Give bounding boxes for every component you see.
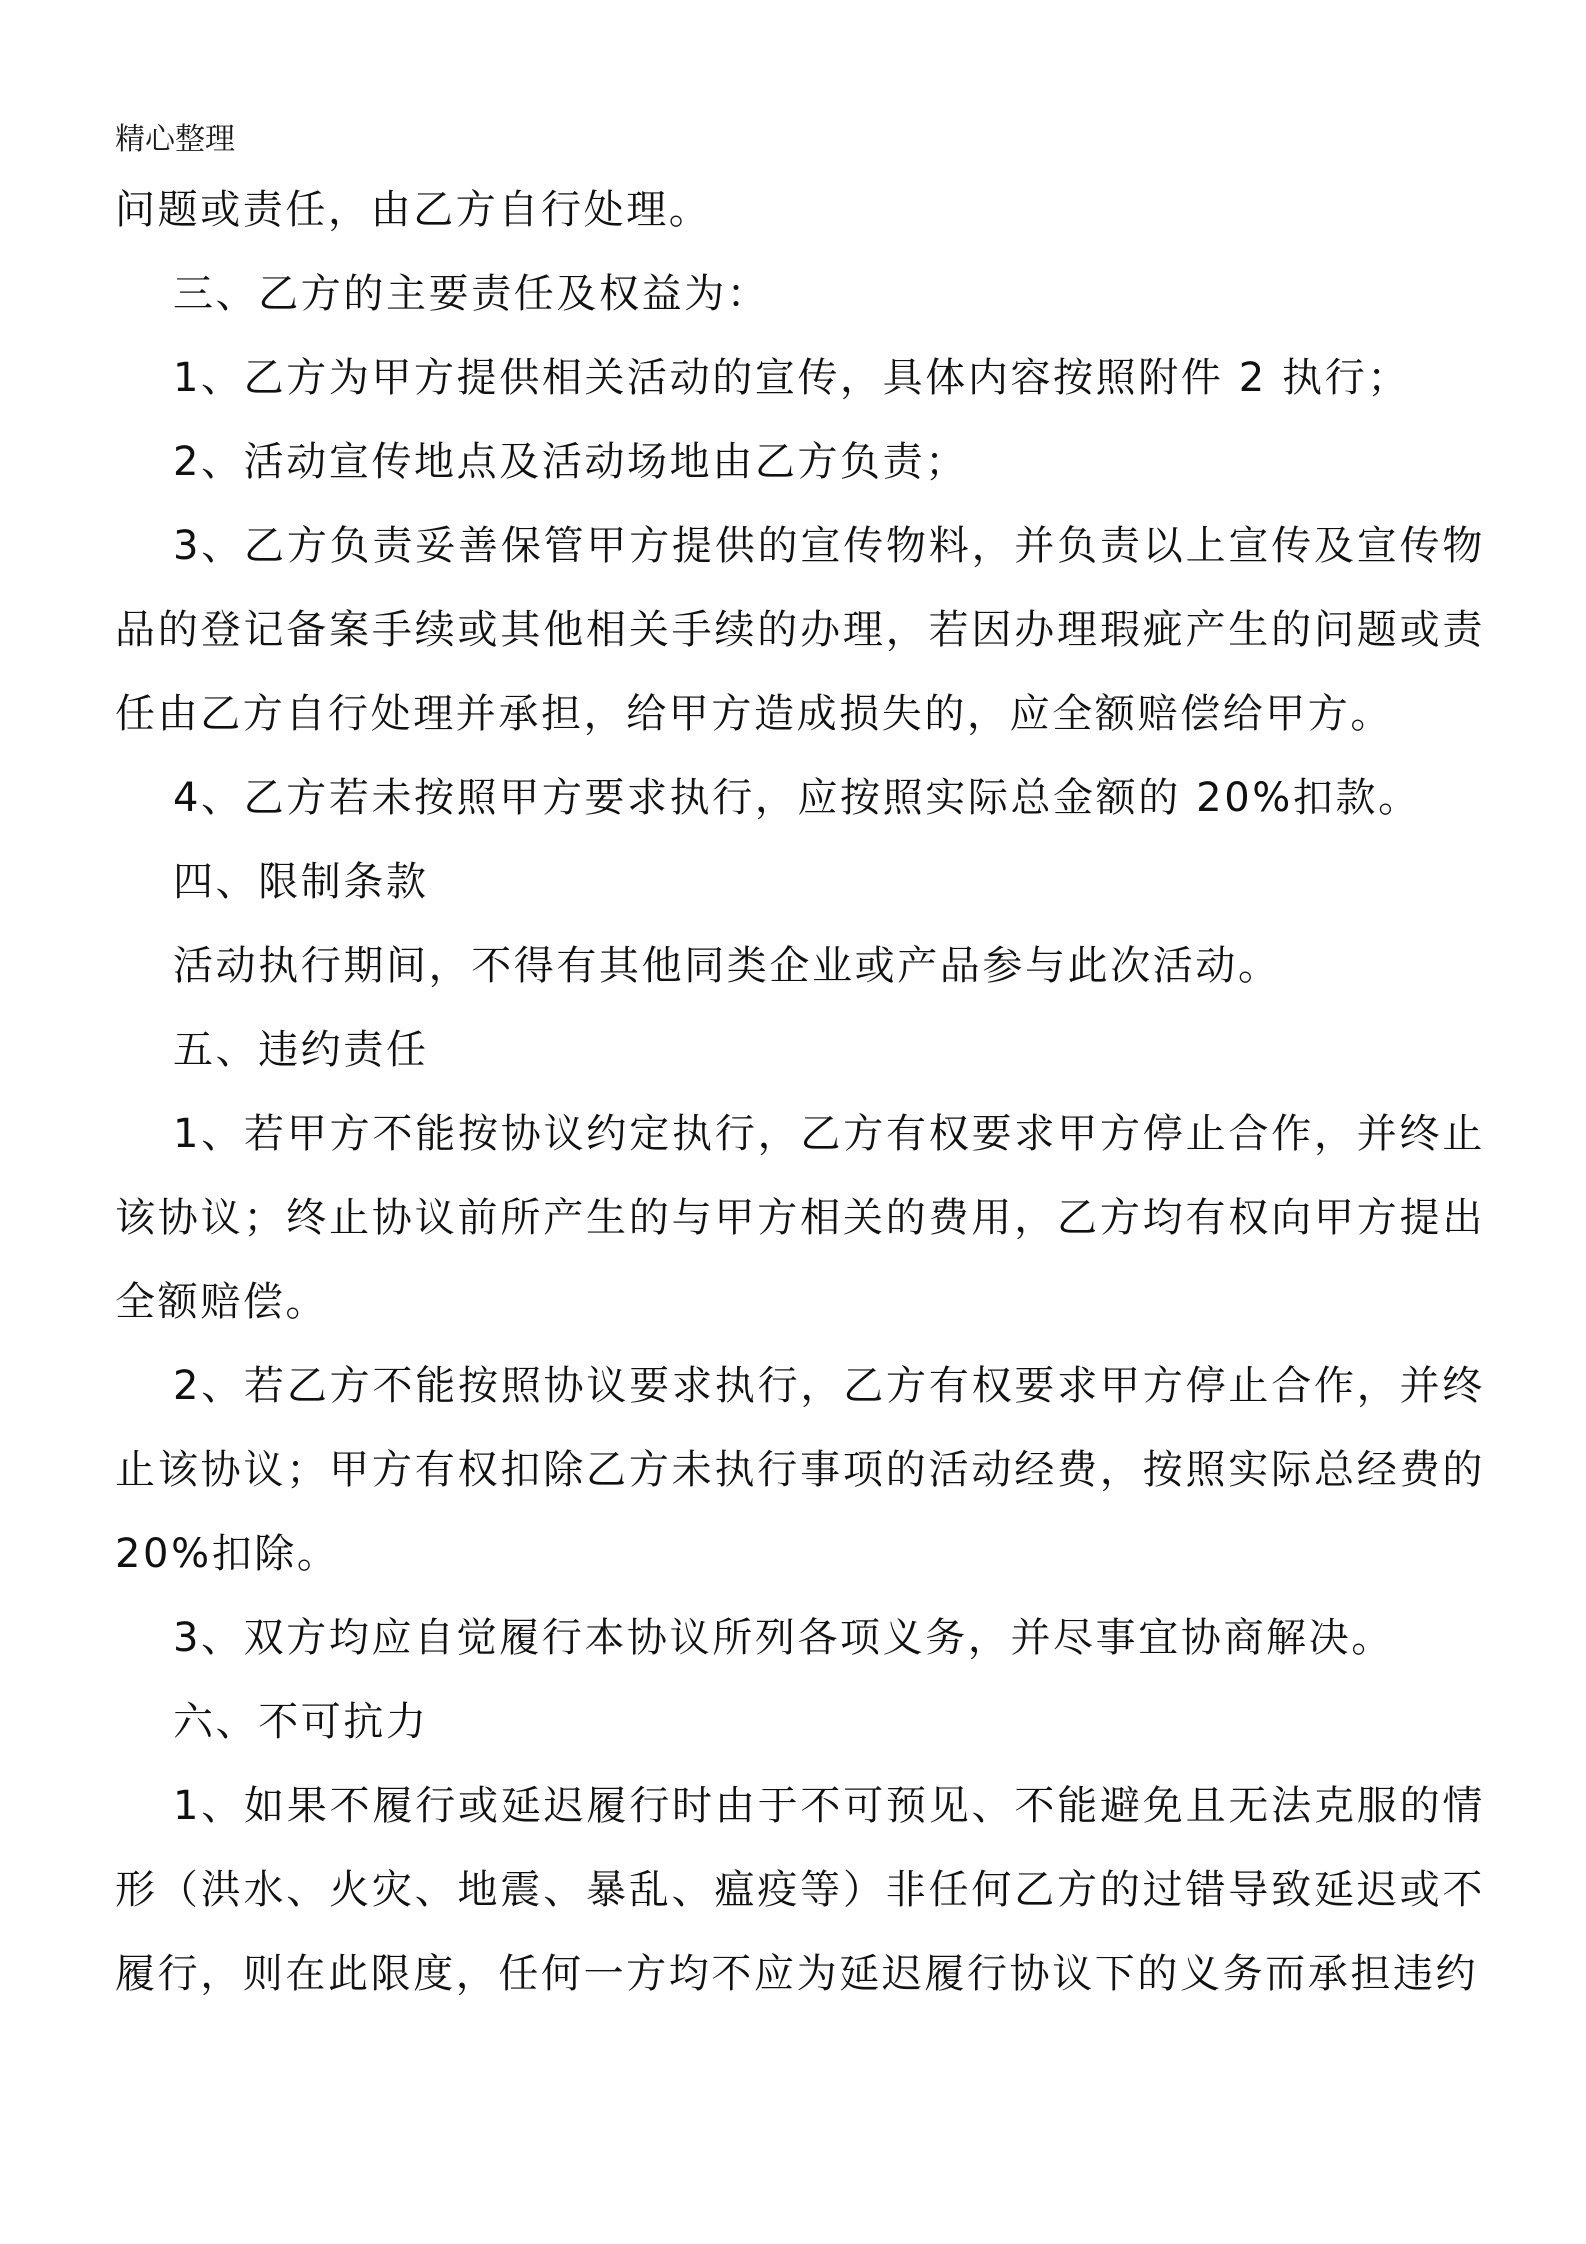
section-heading-5: 五、违约责任 xyxy=(173,1027,429,1073)
document-body xyxy=(115,168,1485,2016)
paragraph: 4、乙方若未按照甲方要求执行，应按照实际总金额的 20%扣款。 xyxy=(173,775,1421,821)
section-heading-3: 三、乙方的主要责任及权益为： xyxy=(173,271,770,317)
paragraph: 2、若乙方不能按照协议要求执行，乙方有权要求甲方停止合作，并终止该协议；甲方有权扣除乙方未执行事项的活动经费，按照实际总经费的20%扣除。 xyxy=(115,1363,1485,1577)
section-heading-4: 四、限制条款 xyxy=(173,859,429,905)
paragraph: 2、活动宣传地点及活动场地由乙方负责； xyxy=(173,439,968,485)
paragraph: 3、双方均应自觉履行本协议所列各项义务，并尽事宜协商解决。 xyxy=(173,1615,1394,1661)
paragraph: 活动执行期间，不得有其他同类企业或产品参与此次活动。 xyxy=(173,943,1281,989)
paragraph: 1、若甲方不能按协议约定执行，乙方有权要求甲方停止合作，并终止该协议；终止协议前所产生的与甲方相关的费用，乙方均有权向甲方提出全额赔偿。 xyxy=(115,1111,1485,1325)
paragraph: 1、如果不履行或延迟履行时由于不可预见、不能避免且无法克服的情形（洪水、火灾、地震、暴乱、瘟疫等）非任何乙方的过错导致延迟或不履行，则在此限度，任何一方均不应为延迟履行协议下的义务而承担违约 xyxy=(115,1783,1485,1997)
paragraph: 问题或责任，由乙方自行处理。 xyxy=(115,187,712,233)
paragraph: 1、乙方为甲方提供相关活动的宣传，具体内容按照附件 2 执行； xyxy=(173,355,1410,401)
paragraph: 3、乙方负责妥善保管甲方提供的宣传物料，并负责以上宣传及宣传物品的登记备案手续或其他相关手续的办理，若因办理瑕疵产生的问题或责任由乙方自行处理并承担，给甲方造成损失的，应全额赔偿给甲方。 xyxy=(115,523,1485,737)
header-note: 精心整理 xyxy=(115,122,235,157)
section-heading-6: 六、不可抗力 xyxy=(173,1699,429,1745)
